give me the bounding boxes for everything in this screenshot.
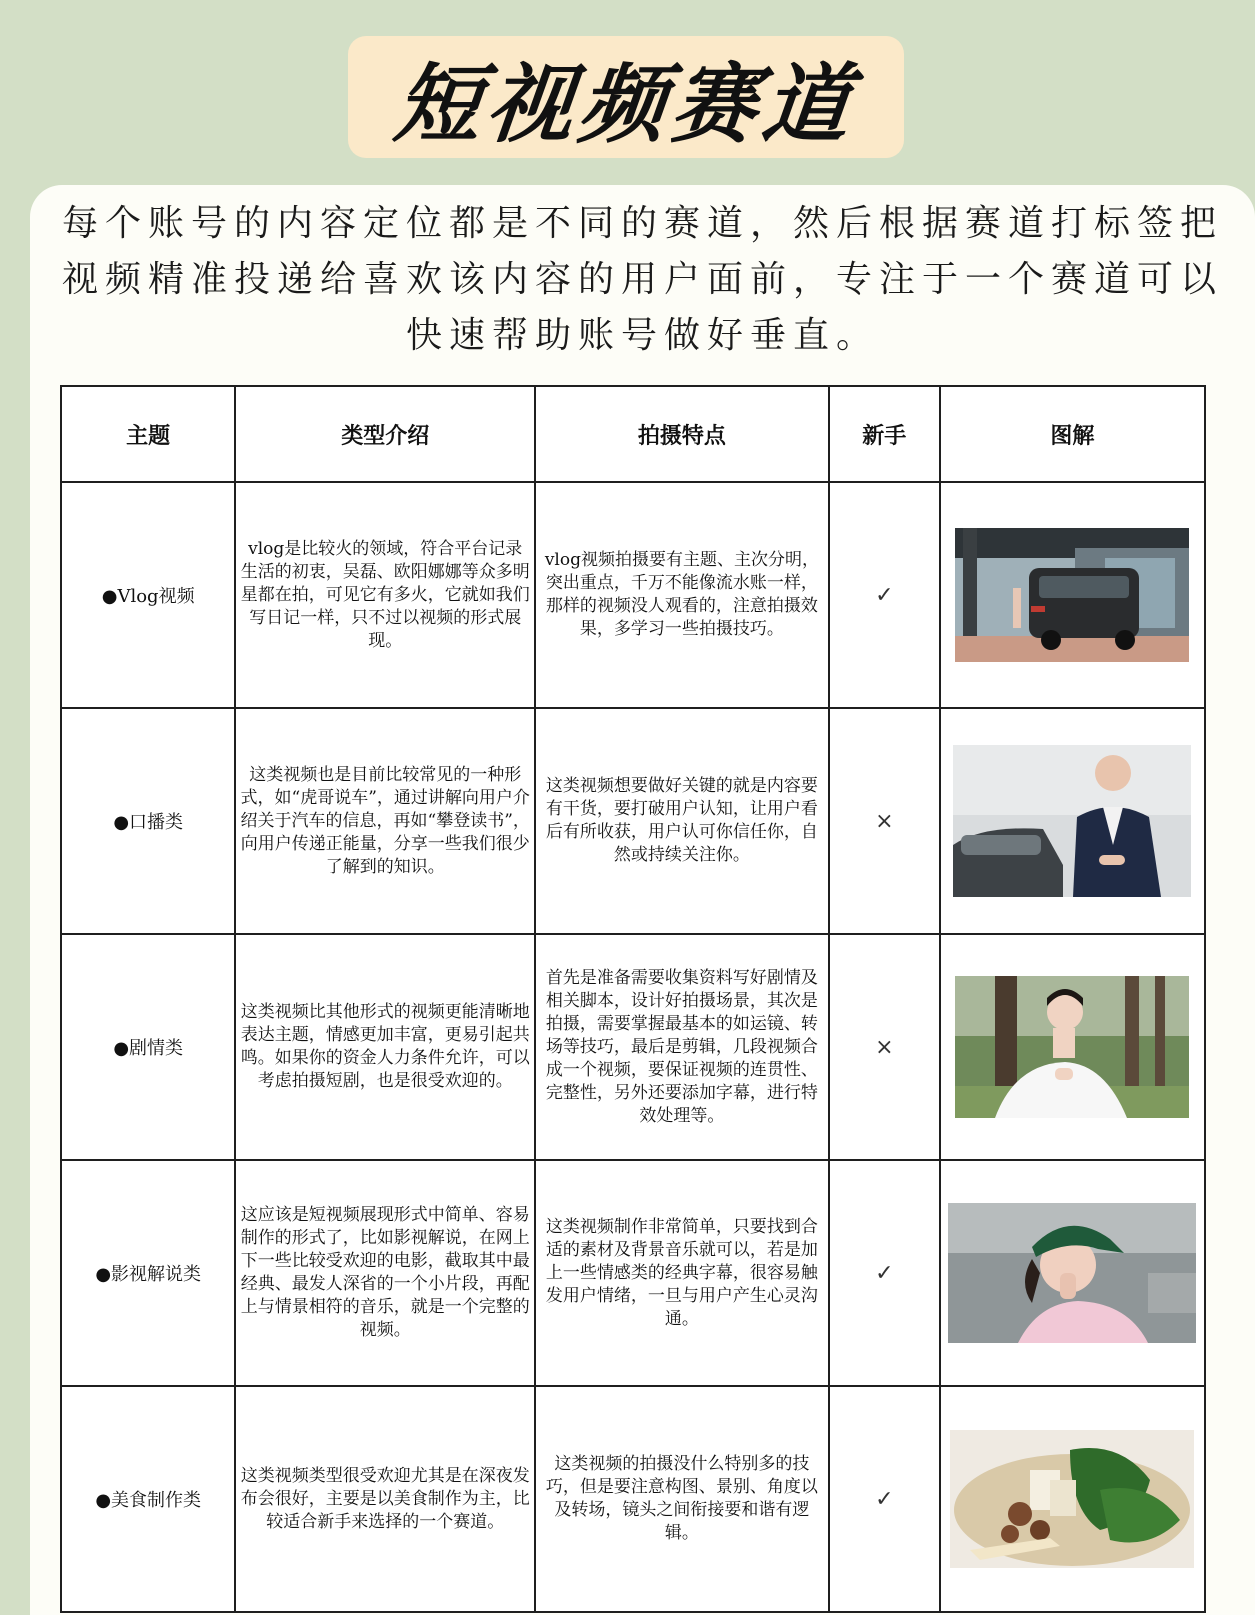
title-banner (348, 36, 904, 158)
row-feature: 这类视频制作非常简单，只要找到合适的素材及背景音乐就可以，若是加上一些情感类的经典字幕，很容易触发用户情绪，一旦与用户产生心灵沟通。 (545, 1216, 818, 1329)
intro-line: 快速帮助账号做好垂直。 (405, 315, 879, 356)
row-intro: 这应该是短视频展现形式中简单、容易制作的形式了，比如影视解说，在网上下一些比较受欢迎的电影，截取其中最经典、最发人深省的一个小片段，再配上与情景相符的音乐，就是一个完整的视频。 (240, 1205, 530, 1340)
row-feature: vlog视频拍摄要有主题、主次分明，突出重点，千万不能像流水账一样，那样的视频没人观看的，注意拍摄效果，多学习一些拍摄技巧。 (544, 550, 819, 639)
track-table (60, 385, 1206, 1613)
header-topic: 主题 (61, 386, 235, 482)
beginner-check-icon: ✓ (829, 1160, 940, 1386)
header-beginner: 新手 (829, 386, 940, 482)
intro-line: 每个账号的内容定位都是不同的赛道，然后根据赛道打标签把 (61, 203, 1223, 244)
page-title: 短视频赛道 (389, 55, 861, 155)
table-row (61, 1386, 1205, 1612)
row-topic: ●Vlog视频 (61, 482, 235, 708)
food-photo (950, 1430, 1194, 1568)
header-image: 图解 (940, 386, 1205, 482)
intro-paragraph (30, 196, 1255, 364)
beginner-check-icon: ✓ (829, 482, 940, 708)
row-topic: ●剧情类 (61, 934, 235, 1160)
row-feature: 首先是准备需要收集资料写好剧情及相关脚本，设计好拍摄场景，其次是拍摄，需要掌握最基本的如运镜、转场等技巧，最后是剪辑，几段视频合成一个视频，要保证视频的连贯性、完整性，另外还要添加字幕，进行特效处理等。 (545, 967, 818, 1126)
car-wash-photo (955, 528, 1189, 662)
header-feature: 拍摄特点 (535, 386, 829, 482)
table-row (61, 934, 1205, 1160)
table-header-row (61, 386, 1205, 482)
row-feature: 这类视频的拍摄没什么特别多的技巧，但是要注意构图、景别、角度以及转场，镜头之间衔接要和谐有逻辑。 (545, 1454, 818, 1543)
beginner-cross-icon: × (829, 708, 940, 934)
table-row (61, 1160, 1205, 1386)
row-feature: 这类视频想要做好关键的就是内容要有干货，要打破用户认知，让用户看后有所收获，用户认可你信任你，自然或持续关注你。 (545, 776, 818, 865)
bride-photo (955, 976, 1189, 1118)
beginner-check-icon: ✓ (829, 1386, 940, 1612)
row-topic: ●口播类 (61, 708, 235, 934)
row-intro: 这类视频类型很受欢迎尤其是在深夜发布会很好，主要是以美食制作为主，比较适合新手来选择的一个赛道。 (240, 1465, 530, 1532)
row-topic: ●美食制作类 (61, 1386, 235, 1612)
presenter-photo (953, 745, 1191, 897)
intro-line: 视频精准投递给喜欢该内容的用户面前，专注于一个赛道可以 (61, 259, 1223, 300)
cap-girl-photo (948, 1203, 1196, 1343)
table-row (61, 708, 1205, 934)
row-intro: vlog是比较火的领域，符合平台记录生活的初衷，吴磊、欧阳娜娜等众多明星都在拍，可见它有多火，它就如我们写日记一样，只不过以视频的形式展现。 (240, 538, 530, 651)
row-intro: 这类视频也是目前比较常见的一种形式，如“虎哥说车”，通过讲解向用户介绍关于汽车的信息，再如“攀登读书”，向用户传递正能量，分享一些我们很少了解到的知识。 (240, 764, 530, 877)
header-intro: 类型介绍 (235, 386, 535, 482)
table-row (61, 482, 1205, 708)
row-topic: ●影视解说类 (61, 1160, 235, 1386)
beginner-cross-icon: × (829, 934, 940, 1160)
row-intro: 这类视频比其他形式的视频更能清晰地表达主题，情感更加丰富，更易引起共鸣。如果你的资金人力条件允许，可以考虑拍摄短剧，也是很受欢迎的。 (240, 1002, 530, 1091)
